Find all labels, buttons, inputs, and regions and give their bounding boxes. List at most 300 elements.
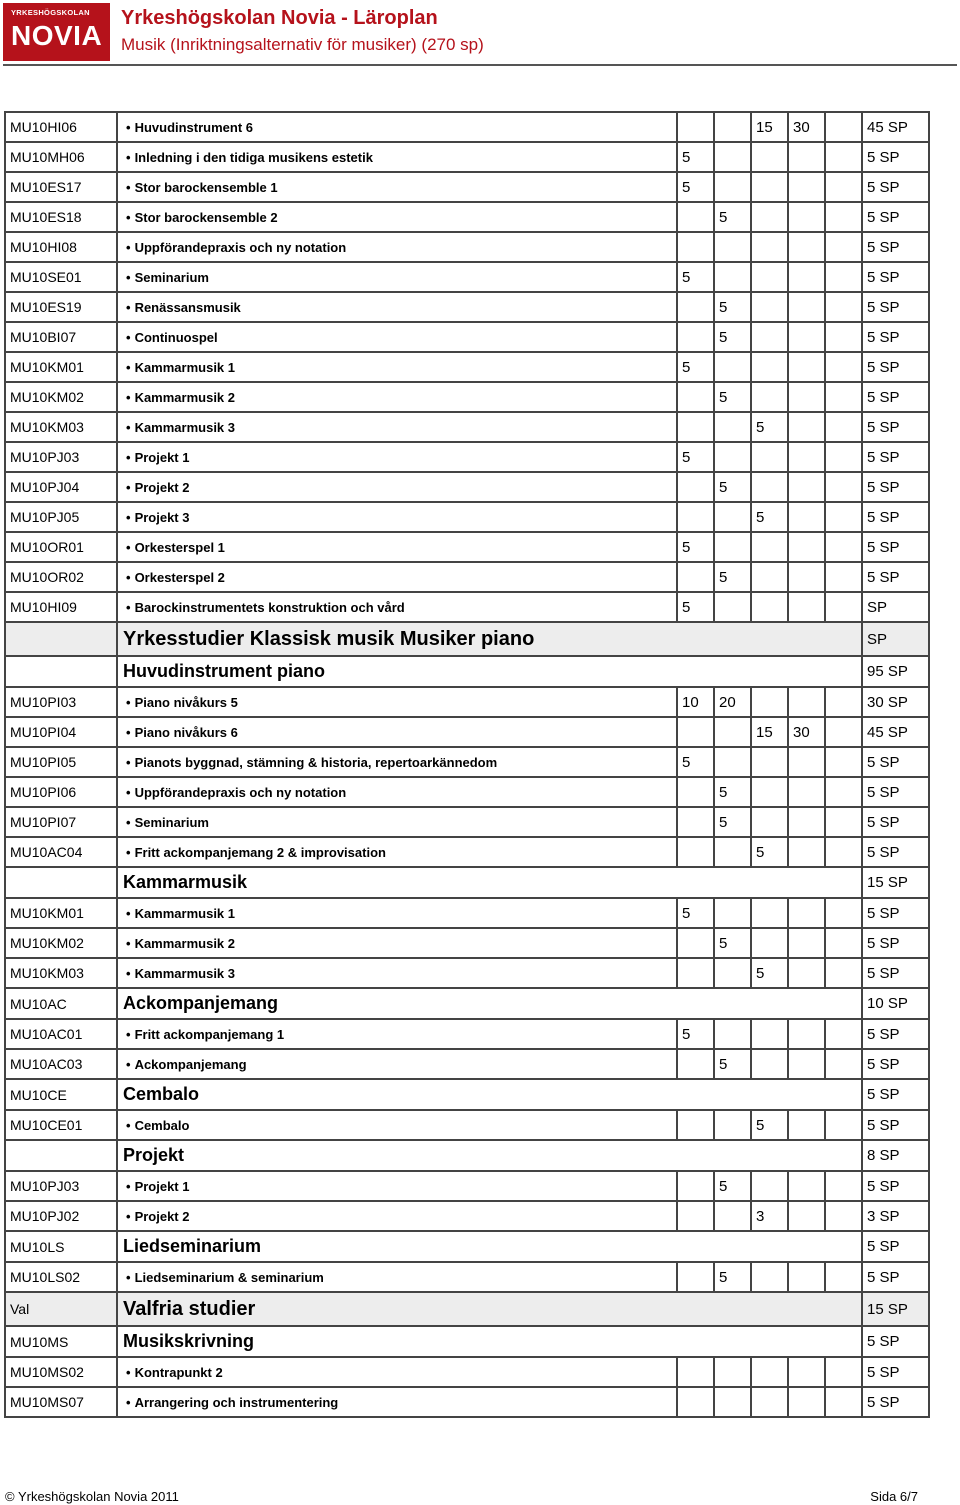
total-sp: SP [862, 622, 929, 656]
credits-y2: 5 [714, 382, 751, 412]
credits-extra [825, 1019, 862, 1049]
bullet-icon: • [126, 724, 131, 740]
credits-y1 [677, 562, 714, 592]
credits-y1: 5 [677, 532, 714, 562]
course-name-cell [117, 1387, 677, 1417]
credits-y2 [714, 1110, 751, 1140]
course-name-cell [117, 928, 677, 958]
logo-top-text: YRKESHÖGSKOLAN [11, 8, 90, 17]
total-sp: 5 SP [862, 502, 929, 532]
credits-y1: 5 [677, 1019, 714, 1049]
credits-y4 [788, 292, 825, 322]
bullet-icon: • [126, 905, 131, 921]
bullet-icon: • [126, 239, 131, 255]
credits-y2: 5 [714, 562, 751, 592]
total-sp: 5 SP [862, 928, 929, 958]
course-code: MU10PI07 [5, 807, 117, 837]
course-row [5, 1262, 929, 1292]
credits-y4 [788, 262, 825, 292]
credits-y1 [677, 472, 714, 502]
credits-y3 [751, 1262, 788, 1292]
credits-y3 [751, 1357, 788, 1387]
course-code: MU10CE01 [5, 1110, 117, 1140]
credits-y1: 5 [677, 442, 714, 472]
credits-y1 [677, 1262, 714, 1292]
course-row [5, 472, 929, 502]
course-name-cell [117, 898, 677, 928]
total-sp: 5 SP [862, 442, 929, 472]
bullet-icon: • [126, 479, 131, 495]
course-name-cell [117, 112, 677, 142]
course-name-cell [117, 1049, 677, 1079]
total-sp: 5 SP [862, 322, 929, 352]
total-sp: SP [862, 592, 929, 622]
credits-y1 [677, 1049, 714, 1079]
credits-y4 [788, 1110, 825, 1140]
credits-y2 [714, 352, 751, 382]
total-sp: 5 SP [862, 1387, 929, 1417]
bullet-icon: • [126, 1208, 131, 1224]
course-code: MU10AC01 [5, 1019, 117, 1049]
course-row [5, 1049, 929, 1079]
page-header [0, 0, 960, 68]
credits-extra [825, 382, 862, 412]
course-row [5, 717, 929, 747]
credits-y1 [677, 202, 714, 232]
credits-y1 [677, 1387, 714, 1417]
credits-y3 [751, 382, 788, 412]
total-sp: 5 SP [862, 352, 929, 382]
credits-y4 [788, 322, 825, 352]
bullet-icon: • [126, 569, 131, 585]
bullet-icon: • [126, 1117, 131, 1133]
credits-y2 [714, 172, 751, 202]
course-name: Ackompanjemang [134, 1056, 247, 1072]
credits-y3 [751, 172, 788, 202]
credits-y2 [714, 1019, 751, 1049]
credits-extra [825, 1201, 862, 1231]
course-code [5, 867, 117, 898]
course-code: MU10CE [5, 1079, 117, 1110]
total-sp: 8 SP [862, 1140, 929, 1171]
credits-y2 [714, 898, 751, 928]
credits-y4 [788, 837, 825, 867]
total-sp: 5 SP [862, 1079, 929, 1110]
course-row [5, 592, 929, 622]
course-row [5, 898, 929, 928]
credits-y4 [788, 1387, 825, 1417]
course-row [5, 837, 929, 867]
course-code: MU10PI04 [5, 717, 117, 747]
credits-y1 [677, 382, 714, 412]
credits-y1 [677, 807, 714, 837]
credits-y2 [714, 262, 751, 292]
course-code: MU10LS [5, 1231, 117, 1262]
credits-y4 [788, 502, 825, 532]
group-heading-row [5, 656, 929, 687]
credits-extra [825, 292, 862, 322]
bullet-icon: • [126, 814, 131, 830]
credits-y4 [788, 382, 825, 412]
course-name: Liedseminarium & seminarium [134, 1269, 324, 1285]
course-code: MU10MS02 [5, 1357, 117, 1387]
course-name-cell [117, 142, 677, 172]
course-name: Projekt 1 [134, 1178, 190, 1194]
course-name: Pianots byggnad, stämning & historia, repertoarkännedom [134, 754, 498, 770]
credits-extra [825, 1110, 862, 1140]
credits-y3 [751, 928, 788, 958]
credits-y4 [788, 142, 825, 172]
bullet-icon: • [126, 119, 131, 135]
course-name: Projekt 2 [134, 479, 190, 495]
total-sp: 10 SP [862, 988, 929, 1019]
credits-extra [825, 472, 862, 502]
credits-y1 [677, 928, 714, 958]
course-row [5, 958, 929, 988]
course-name: Inledning i den tidiga musikens estetik [134, 149, 373, 165]
course-row [5, 1110, 929, 1140]
bullet-icon: • [126, 299, 131, 315]
credits-y2 [714, 142, 751, 172]
credits-y1: 5 [677, 172, 714, 202]
course-code: MU10BI07 [5, 322, 117, 352]
credits-extra [825, 232, 862, 262]
credits-y3 [751, 232, 788, 262]
total-sp: 5 SP [862, 532, 929, 562]
credits-y1: 5 [677, 747, 714, 777]
credits-y4 [788, 1171, 825, 1201]
course-name-cell [117, 532, 677, 562]
course-name: Kammarmusik 2 [134, 389, 236, 405]
total-sp: 5 SP [862, 232, 929, 262]
total-sp: 5 SP [862, 262, 929, 292]
course-row [5, 142, 929, 172]
total-sp: 5 SP [862, 1326, 929, 1357]
course-name: Stor barockensemble 2 [134, 209, 278, 225]
credits-y2: 5 [714, 1049, 751, 1079]
course-code [5, 622, 117, 656]
course-name: Fritt ackompanjemang 1 [134, 1026, 285, 1042]
course-name-cell [117, 1357, 677, 1387]
credits-y1 [677, 717, 714, 747]
credits-y1: 5 [677, 262, 714, 292]
credits-y1: 10 [677, 687, 714, 717]
group-heading-row [5, 867, 929, 898]
course-code: MU10ES18 [5, 202, 117, 232]
course-row [5, 442, 929, 472]
credits-y3 [751, 592, 788, 622]
group-title: Ackompanjemang [117, 988, 862, 1019]
course-name: Arrangering och instrumentering [134, 1394, 339, 1410]
credits-extra [825, 532, 862, 562]
credits-y3 [751, 898, 788, 928]
section-heading-row [5, 622, 929, 656]
footer-copyright: © Yrkeshögskolan Novia 2011 [5, 1489, 179, 1504]
credits-extra [825, 322, 862, 352]
credits-y2: 5 [714, 202, 751, 232]
course-row [5, 747, 929, 777]
course-code: MU10LS02 [5, 1262, 117, 1292]
credits-y2 [714, 442, 751, 472]
total-sp: 15 SP [862, 867, 929, 898]
course-name-cell [117, 502, 677, 532]
course-code: MU10AC04 [5, 837, 117, 867]
course-code: MU10PJ03 [5, 442, 117, 472]
course-code: MU10PJ04 [5, 472, 117, 502]
course-name: Huvudinstrument 6 [134, 119, 254, 135]
course-name: Kammarmusik 1 [134, 359, 236, 375]
credits-extra [825, 352, 862, 382]
group-heading-row [5, 1231, 929, 1262]
bullet-icon: • [126, 329, 131, 345]
total-sp: 5 SP [862, 202, 929, 232]
course-name-cell [117, 382, 677, 412]
course-name-cell [117, 747, 677, 777]
bullet-icon: • [126, 1394, 131, 1410]
credits-extra [825, 502, 862, 532]
course-name-cell [117, 1262, 677, 1292]
bullet-icon: • [126, 389, 131, 405]
group-title: Projekt [117, 1140, 862, 1171]
course-row [5, 502, 929, 532]
credits-y4: 30 [788, 717, 825, 747]
course-name: Piano nivåkurs 5 [134, 694, 238, 710]
curriculum-table [4, 111, 930, 1418]
credits-y1: 5 [677, 898, 714, 928]
course-code: MU10PJ03 [5, 1171, 117, 1201]
bullet-icon: • [126, 694, 131, 710]
total-sp: 5 SP [862, 898, 929, 928]
total-sp: 5 SP [862, 1049, 929, 1079]
total-sp: 5 SP [862, 747, 929, 777]
course-code: MU10HI06 [5, 112, 117, 142]
credits-y1 [677, 837, 714, 867]
course-code: MU10ES17 [5, 172, 117, 202]
credits-y2 [714, 1357, 751, 1387]
credits-y4 [788, 928, 825, 958]
course-row [5, 1171, 929, 1201]
course-name-cell [117, 442, 677, 472]
credits-y1: 5 [677, 142, 714, 172]
course-name-cell [117, 807, 677, 837]
course-name-cell [117, 1201, 677, 1231]
group-title: Musikskrivning [117, 1326, 862, 1357]
credits-y1 [677, 777, 714, 807]
total-sp: 95 SP [862, 656, 929, 687]
bullet-icon: • [126, 359, 131, 375]
credits-y1 [677, 1201, 714, 1231]
bullet-icon: • [126, 754, 131, 770]
credits-y4 [788, 958, 825, 988]
credits-y2 [714, 1201, 751, 1231]
course-name: Uppförandepraxis och ny notation [134, 239, 347, 255]
course-name: Projekt 2 [134, 1208, 190, 1224]
bullet-icon: • [126, 449, 131, 465]
course-name: Kammarmusik 3 [134, 965, 236, 981]
course-name-cell [117, 1110, 677, 1140]
bullet-icon: • [126, 179, 131, 195]
credits-extra [825, 562, 862, 592]
total-sp: 5 SP [862, 958, 929, 988]
course-code: MU10KM01 [5, 898, 117, 928]
credits-extra [825, 747, 862, 777]
credits-y2 [714, 717, 751, 747]
course-row [5, 532, 929, 562]
bullet-icon: • [126, 209, 131, 225]
course-row [5, 687, 929, 717]
group-heading-row [5, 988, 929, 1019]
bullet-icon: • [126, 269, 131, 285]
course-row [5, 807, 929, 837]
group-heading-row [5, 1140, 929, 1171]
credits-extra [825, 928, 862, 958]
total-sp: 5 SP [862, 172, 929, 202]
credits-y3 [751, 442, 788, 472]
credits-y4: 30 [788, 112, 825, 142]
bullet-icon: • [126, 965, 131, 981]
credits-y4 [788, 747, 825, 777]
bullet-icon: • [126, 599, 131, 615]
credits-y4 [788, 472, 825, 502]
credits-extra [825, 807, 862, 837]
credits-y4 [788, 532, 825, 562]
credits-y4 [788, 592, 825, 622]
group-heading-row [5, 1326, 929, 1357]
credits-y2: 5 [714, 292, 751, 322]
credits-y3: 5 [751, 837, 788, 867]
total-sp: 5 SP [862, 382, 929, 412]
course-name-cell [117, 232, 677, 262]
total-sp: 5 SP [862, 1262, 929, 1292]
credits-extra [825, 837, 862, 867]
document-subtitle: Musik (Inriktningsalternativ för musiker) (270 sp) [121, 35, 484, 54]
course-code: MU10HI09 [5, 592, 117, 622]
credits-y4 [788, 687, 825, 717]
total-sp: 5 SP [862, 142, 929, 172]
credits-extra [825, 172, 862, 202]
bullet-icon: • [126, 149, 131, 165]
course-name-cell [117, 958, 677, 988]
credits-y3 [751, 1171, 788, 1201]
bullet-icon: • [126, 539, 131, 555]
credits-extra [825, 1262, 862, 1292]
credits-extra [825, 202, 862, 232]
total-sp: 5 SP [862, 412, 929, 442]
total-sp: 5 SP [862, 562, 929, 592]
course-name-cell [117, 292, 677, 322]
course-row [5, 112, 929, 142]
course-name: Orkesterspel 1 [134, 539, 225, 555]
credits-y2: 5 [714, 928, 751, 958]
course-row [5, 412, 929, 442]
credits-y1 [677, 1357, 714, 1387]
credits-y1 [677, 292, 714, 322]
credits-y3: 5 [751, 412, 788, 442]
credits-y1 [677, 232, 714, 262]
total-sp: 5 SP [862, 777, 929, 807]
credits-y1 [677, 322, 714, 352]
course-code: MU10ES19 [5, 292, 117, 322]
credits-extra [825, 1049, 862, 1079]
course-code: MU10PI05 [5, 747, 117, 777]
course-name: Continuospel [134, 329, 218, 345]
credits-extra [825, 1171, 862, 1201]
credits-y2: 5 [714, 1171, 751, 1201]
credits-extra [825, 142, 862, 172]
total-sp: 5 SP [862, 1357, 929, 1387]
credits-extra [825, 898, 862, 928]
credits-y4 [788, 562, 825, 592]
total-sp: 5 SP [862, 1110, 929, 1140]
credits-y4 [788, 172, 825, 202]
credits-y2 [714, 747, 751, 777]
credits-y2: 5 [714, 777, 751, 807]
credits-extra [825, 112, 862, 142]
credits-extra [825, 412, 862, 442]
credits-y2 [714, 232, 751, 262]
course-name: Projekt 1 [134, 449, 190, 465]
total-sp: 5 SP [862, 837, 929, 867]
section-title: Yrkesstudier Klassisk musik Musiker piano [117, 622, 862, 656]
section-title: Valfria studier [117, 1292, 862, 1326]
credits-extra [825, 1357, 862, 1387]
credits-y2 [714, 532, 751, 562]
course-row [5, 1357, 929, 1387]
credits-y4 [788, 1049, 825, 1079]
credits-y2: 5 [714, 807, 751, 837]
course-name-cell [117, 592, 677, 622]
credits-y3 [751, 807, 788, 837]
credits-y4 [788, 1357, 825, 1387]
course-code: MU10KM02 [5, 382, 117, 412]
bullet-icon: • [126, 1269, 131, 1285]
credits-y3 [751, 202, 788, 232]
course-row [5, 1387, 929, 1417]
credits-y4 [788, 232, 825, 262]
credits-extra [825, 777, 862, 807]
credits-y2: 5 [714, 1262, 751, 1292]
credits-extra [825, 717, 862, 747]
credits-y2 [714, 502, 751, 532]
total-sp: 5 SP [862, 1231, 929, 1262]
total-sp: 5 SP [862, 292, 929, 322]
course-row [5, 352, 929, 382]
credits-extra [825, 1387, 862, 1417]
credits-extra [825, 592, 862, 622]
credits-y3 [751, 352, 788, 382]
course-code [5, 1140, 117, 1171]
course-name: Kammarmusik 1 [134, 905, 236, 921]
course-code: MU10AC [5, 988, 117, 1019]
credits-y4 [788, 898, 825, 928]
footer-page-number: Sida 6/7 [870, 1489, 918, 1504]
course-code: Val [5, 1292, 117, 1326]
course-code: MU10PJ02 [5, 1201, 117, 1231]
credits-y1 [677, 958, 714, 988]
course-row [5, 262, 929, 292]
novia-logo [3, 3, 110, 61]
course-code: MU10MH06 [5, 142, 117, 172]
credits-y3 [751, 532, 788, 562]
bullet-icon: • [126, 1178, 131, 1194]
document-title: Yrkeshögskolan Novia - Läroplan [121, 7, 438, 29]
credits-y1 [677, 502, 714, 532]
credits-y3: 3 [751, 1201, 788, 1231]
total-sp: 5 SP [862, 1019, 929, 1049]
group-heading-row [5, 1079, 929, 1110]
course-name-cell [117, 262, 677, 292]
credits-y2 [714, 112, 751, 142]
